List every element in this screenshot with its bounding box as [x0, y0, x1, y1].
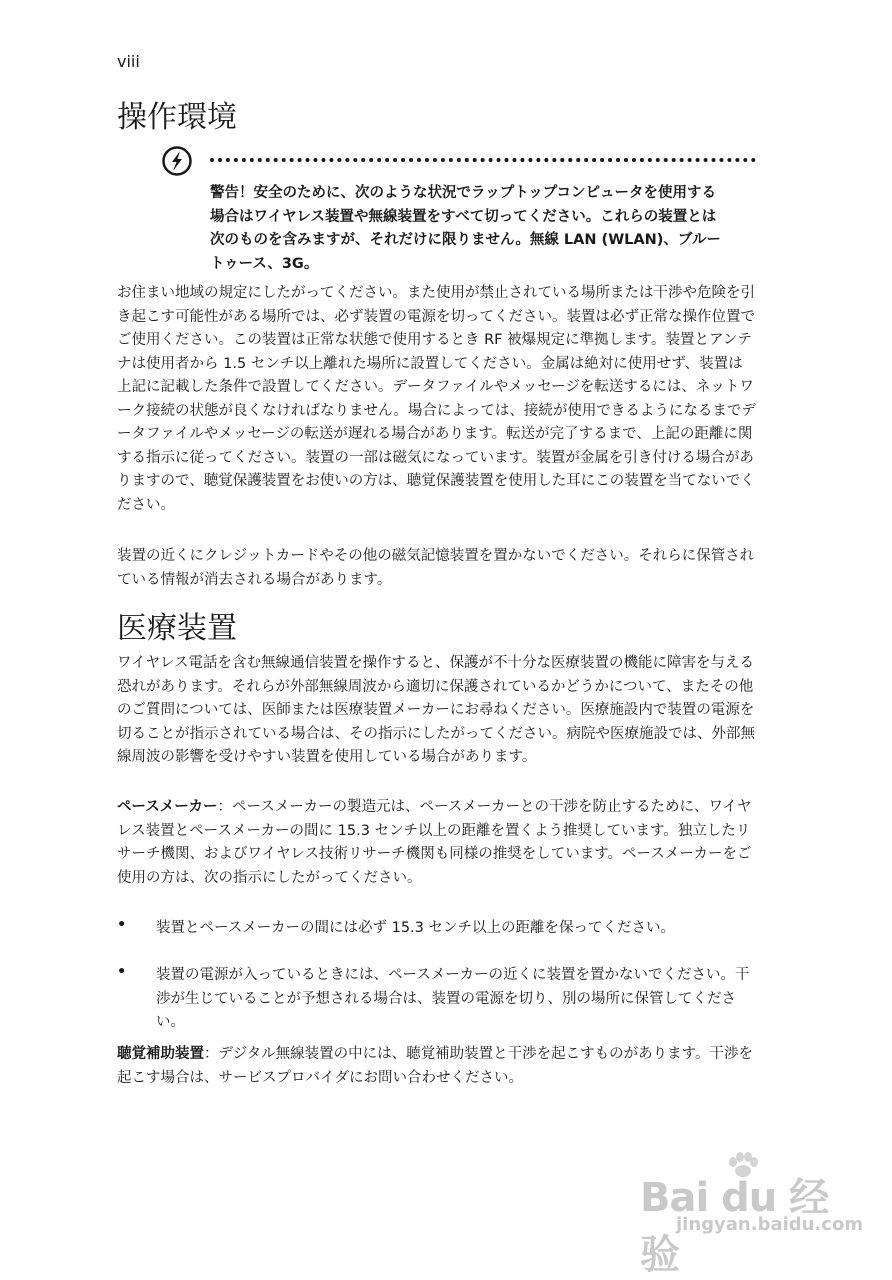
section-title-environment: 操作環境 [117, 100, 237, 135]
watermark-url: jingyan.baidu.com [676, 1214, 864, 1235]
pacemaker-paragraph [117, 796, 757, 890]
hearing-aid-label: 聴覚補助装置 [117, 1046, 204, 1062]
watermark-logo: Bai du 经验 [640, 1175, 829, 1278]
page-number: viii [117, 52, 140, 71]
magnetic-storage-paragraph: 装置の近くにクレジットカードやその他の磁気記憶装置を置かないでください。それらに保管されている情報が消去される場合があります。 [117, 548, 755, 588]
warning-divider [210, 158, 756, 162]
hearing-aid-text: ：デジタル無線装置の中には、聴覚補助装置と干渉を起こすものがあります。干渉を起こす場合は、サービスプロバイダにお問い合わせください。 [117, 1046, 753, 1086]
section-title-medical: 医療装置 [117, 611, 237, 646]
baidu-watermark [640, 1152, 864, 1278]
bullet-item: 装置の電源が入っているときには、ペースメーカーの近くに装置を置かないでください。干渉が生じていることが予想される場合は、装置の電源を切り、別の場所に保管してください。 [156, 967, 750, 1030]
bullet-icon: • [117, 917, 127, 933]
hearing-aid-paragraph [117, 1043, 757, 1090]
warning-lightning-icon [162, 146, 192, 176]
warning-text: 警告！安全のために、次のような状況でラップトップコンピュータを使用する場合はワイヤレス装置や無線装置をすべて切ってください。これらの装置とは次のものを含みますが、それだけに限りません。無線 LAN (WLAN)、ブルートゥース、3G。 [210, 185, 721, 272]
bullet-item: 装置とペースメーカーの間には必ず 15.3 センチ以上の距離を保ってください。 [156, 920, 675, 936]
environment-paragraph: お住まい地域の規定にしたがってください。また使用が禁止されている場所または干渉や危険を引き起こす可能性がある場所では、必ず装置の電源を切ってください。装置は必ず正常な操作位置でご使用ください。この装置は正常な状態で使用するとき RF 被爆規定に準拠します。装置とアンテナは使用者から 1.5 センチ以上離れた場所に設置してください。金属は絶対に使用せず、装置は上記に記載した条件で設置してください。データファイルやメッセージを転送するには、ネットワーク接続の状態が良くなければなりません。場合によっては、接続が使用できるようになるまでデータファイルやメッセージの転送が遅れる場合があります。転送が完了するまで、上記の距離に関する指示に従ってください。装置の一部は磁気になっています。装置が金属を引き付ける場合がありますので、聴覚保護装置をお使いの方は、聴覚保護装置を使用した耳にこの装置を当てないでください。 [117, 285, 756, 513]
bullet-icon: • [117, 964, 127, 980]
pacemaker-text: ：ペースメーカーの製造元は、ペースメーカーとの干渉を防止するために、ワイヤレス装置とペースメーカーの間に 15.3 センチ以上の距離を置くよう推奨しています。独立したリサーチ機関、およびワイヤレス技術リサーチ機関も同様の推奨をしています。ペースメーカーをご使用の方は、次の指示にしたがってください。 [117, 799, 752, 886]
medical-paragraph: ワイヤレス電話を含む無線通信装置を操作すると、保護が不十分な医療装置の機能に障害を与える恐れがあります。それらが外部無線周波から適切に保護されているかどうかについて、またその他のご質問については、医師または医療装置メーカーにお尋ねください。医療施設内で装置の電源を切ることが指示されている場合は、その指示にしたがってください。病院や医療施設では、外部無線周波の影響を受けやすい装置を使用している場合があります。 [117, 655, 755, 765]
pacemaker-label: ペースメーカー [117, 799, 218, 815]
